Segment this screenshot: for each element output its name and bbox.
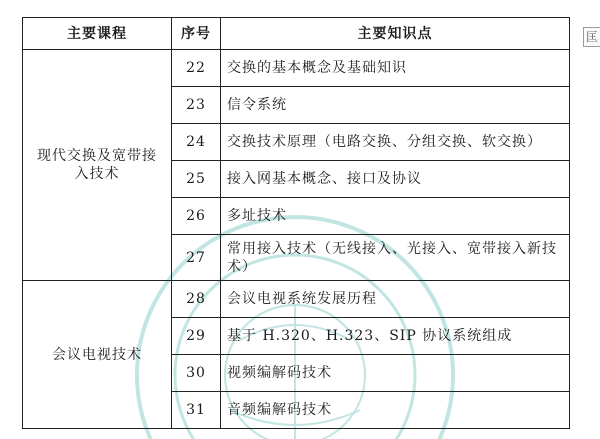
row-number: 27 <box>172 235 221 281</box>
row-topic: 信令系统 <box>221 87 570 124</box>
row-topic <box>221 235 570 281</box>
row-topic-text: 常用接入技术（无线接入、光接入、宽带接入新技术） <box>227 240 557 275</box>
row-topic: 多址技术 <box>221 198 570 235</box>
course-cell: 现代交换及宽带接入技术 <box>23 50 172 281</box>
table-row <box>23 281 570 318</box>
header-number: 序号 <box>172 18 221 50</box>
row-number: 29 <box>172 318 221 355</box>
knowledge-points-table <box>22 17 570 429</box>
row-topic: 视频编解码技术 <box>221 355 570 392</box>
row-number: 28 <box>172 281 221 318</box>
row-topic: 接入网基本概念、接口及协议 <box>221 161 570 198</box>
row-number: 25 <box>172 161 221 198</box>
table-row <box>23 50 570 87</box>
row-number: 30 <box>172 355 221 392</box>
row-topic: 交换技术原理（电路交换、分组交换、软交换） <box>221 124 570 161</box>
row-number: 23 <box>172 87 221 124</box>
row-topic: 交换的基本概念及基础知识 <box>221 50 570 87</box>
row-topic: 基于 H.320、H.323、SIP 协议系统组成 <box>221 318 570 355</box>
row-topic: 会议电视系统发展历程 <box>221 281 570 318</box>
header-course: 主要课程 <box>23 18 172 50</box>
row-number: 31 <box>172 392 221 429</box>
row-number: 26 <box>172 198 221 235</box>
course-cell: 会议电视技术 <box>23 281 172 429</box>
page-tab-icon[interactable]: 匡 <box>583 27 600 47</box>
header-topics: 主要知识点 <box>221 18 570 50</box>
table-header-row <box>23 18 570 50</box>
row-number: 22 <box>172 50 221 87</box>
row-number: 24 <box>172 124 221 161</box>
row-topic: 音频编解码技术 <box>221 392 570 429</box>
